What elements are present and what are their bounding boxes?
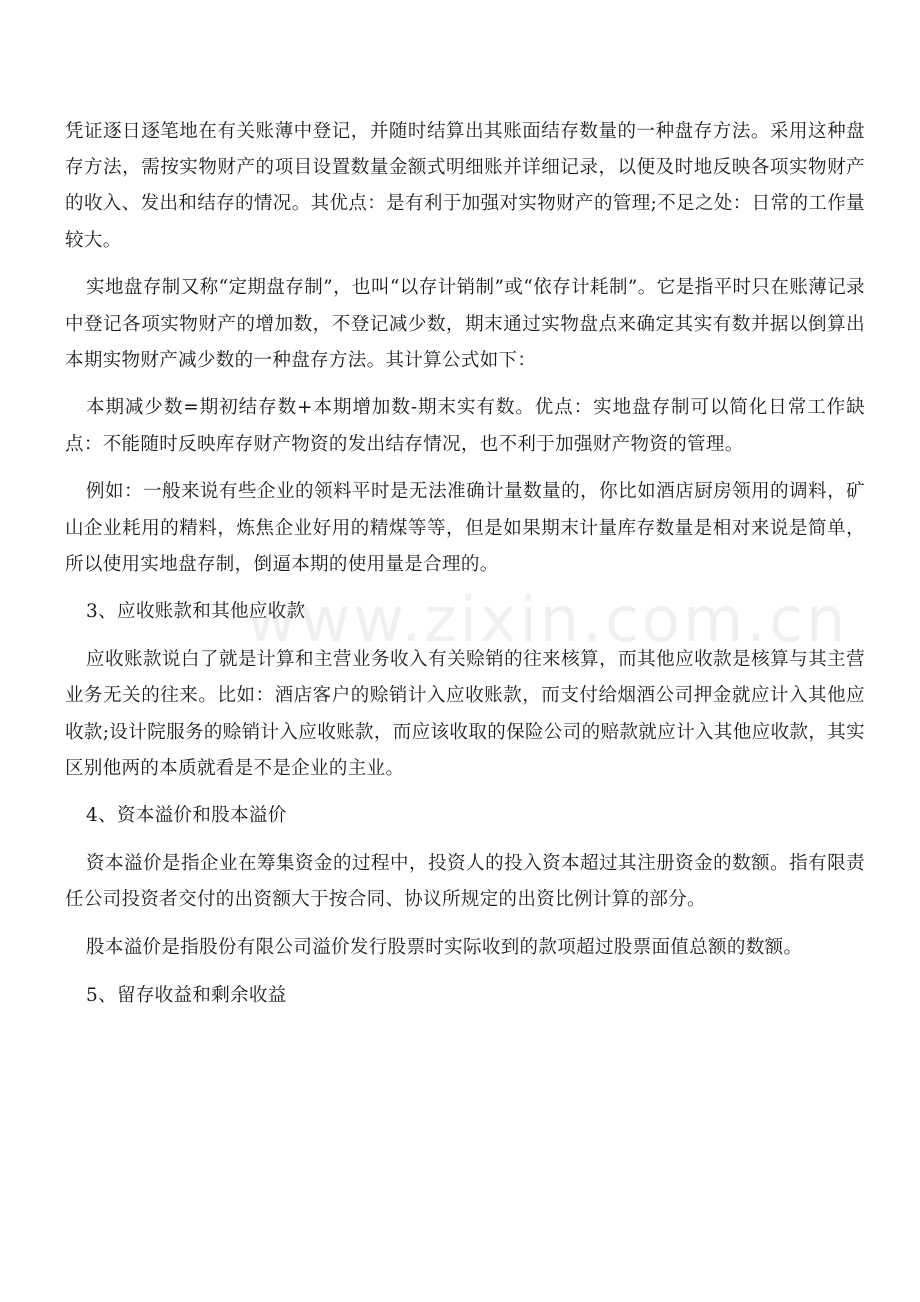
paragraph-perpetual-inventory: 凭证逐日逐笔地在有关账薄中登记，并随时结算出其账面结存数量的一种盘存方法。采用这种盘存方法，需按实物财产的项目设置数量金额式明细账并详细记录，以便及时地反映各项实物财产的收入、发出和结存的情况。其优点：是有利于加强对实物财产的管理;不足之处：日常的工作量较大。 xyxy=(65,121,865,251)
section-heading-receivables: 3、应收账款和其他应收款 xyxy=(86,601,306,623)
paragraph-receivables: 应收账款说白了就是计算和主营业务收入有关赊销的往来核算，而其他应收款是核算与其主营业务无关的往来。比如：酒店客户的赊销计入应收账款，而支付给烟酒公司押金就应计入其他应收款;设计院服务的赊销计入应收账款，而应该收取的保险公司的赔款就应计入其他应收款，其实区别他两的本质就看是不是企业的主业。 xyxy=(65,649,865,779)
section-heading-retained-earnings: 5、留存收益和剩余收益 xyxy=(86,984,287,1006)
paragraph-formula: 本期减少数=期初结存数+本期增加数-期末实有数。优点：实地盘存制可以简化日常工作缺点：不能随时反映库存财产物资的发出结存情况，也不利于加强财产物资的管理。 xyxy=(65,397,865,455)
document-body xyxy=(65,114,865,1025)
paragraph-capital-premium: 资本溢价是指企业在筹集资金的过程中，投资人的投入资本超过其注册资金的数额。指有限责任公司投资者交付的出资额大于按合同、协议所规定的出资比例计算的部分。 xyxy=(65,853,865,911)
paragraph-share-premium: 股本溢价是指股份有限公司溢价发行股票时实际收到的款项超过股票面值总额的数额。 xyxy=(86,937,803,959)
section-heading-premium: 4、资本溢价和股本溢价 xyxy=(86,805,287,827)
watermark: www.zixin.com.cn xyxy=(246,583,849,656)
paragraph-example: 例如：一般来说有些企业的领料平时是无法准确计量数量的，你比如酒店厨房领用的调料，矿山企业耗用的精料，炼焦企业好用的精煤等等，但是如果期末计量库存数量是相对来说是简单，所以使用实地盘存制，倒逼本期的使用量是合理的。 xyxy=(65,481,865,575)
paragraph-periodic-inventory: 实地盘存制又称“定期盘存制”，也叫“以存计销制”或“依存计耗制”。它是指平时只在账薄记录中登记各项实物财产的增加数，不登记减少数，期末通过实物盘点来确定其实有数并据以倒算出本期实物财产减少数的一种盘存方法。其计算公式如下： xyxy=(65,277,865,371)
